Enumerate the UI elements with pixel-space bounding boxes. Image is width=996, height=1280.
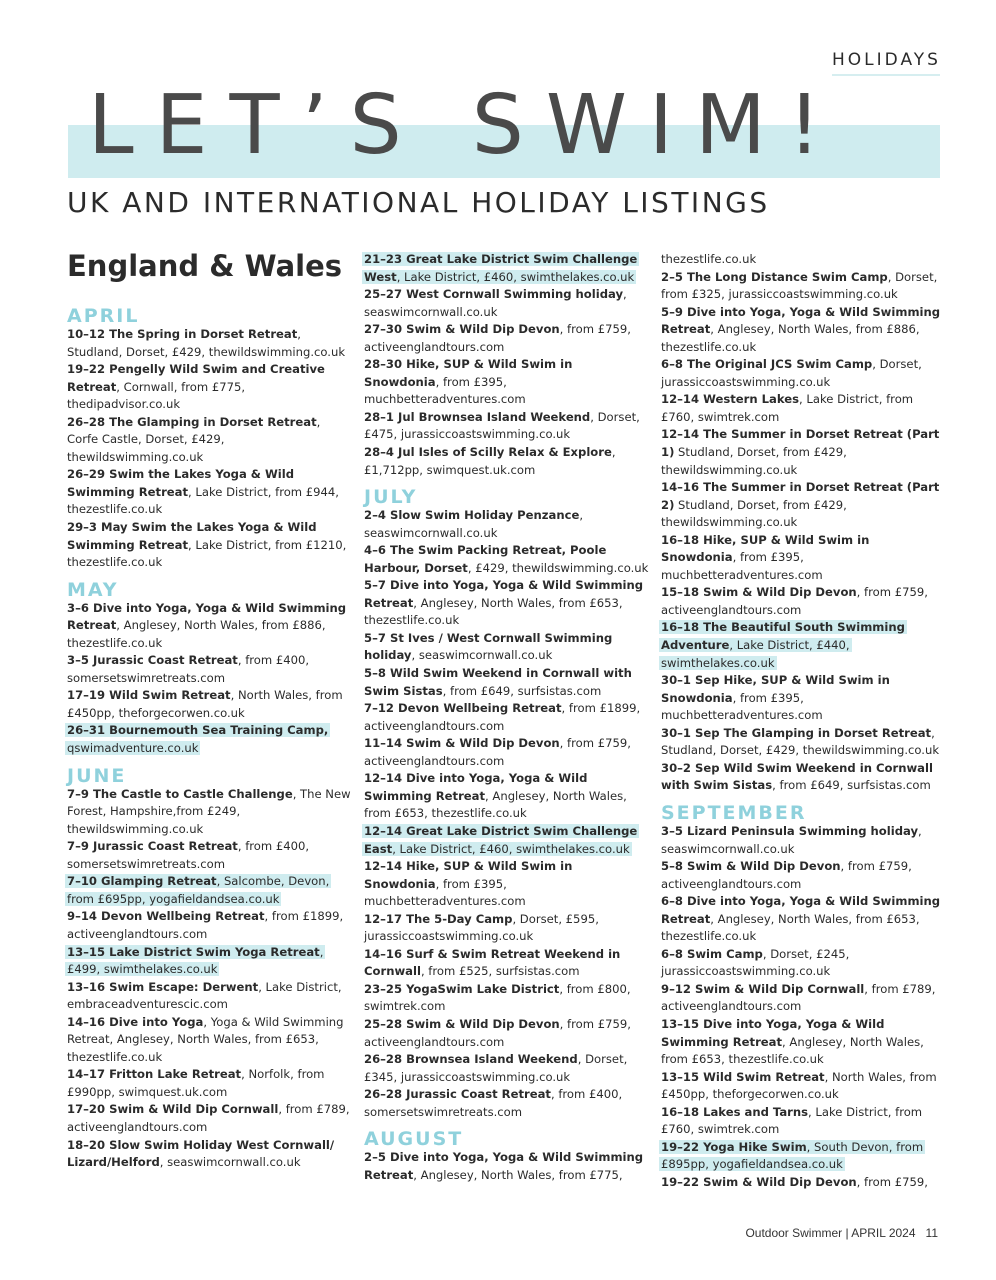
entries-august-continued [661, 251, 946, 795]
listing-details: , £1,712pp, swimquest.uk.com [364, 445, 616, 477]
listing-event-name: 30–1 Sep The Glamping in Dorset Retreat [661, 725, 932, 740]
listing-entry [364, 911, 649, 946]
listing-details: , seaswimcornwall.co.uk [661, 823, 922, 856]
listing-details: , Dorset, £245, jurassiccoastswimming.co.uk [661, 946, 850, 979]
listing-entry [67, 873, 352, 908]
listing-entry-text [364, 982, 631, 1014]
listing-event-name: 4–6 The Swim Packing Retreat, Poole Harbour, Dorset [364, 543, 607, 575]
listing-event-name: 6–8 Swim Camp [661, 946, 763, 961]
listing-details: , Salcombe, Devon, from £695pp, yogafieldandsea.co.uk [67, 874, 330, 906]
listing-entry [364, 577, 649, 630]
listing-details: , North Wales, from £450pp, theforgecorwen.co.uk [661, 1069, 937, 1102]
entries-september [661, 823, 946, 1191]
entries-july [364, 507, 649, 1121]
listing-entry [67, 838, 352, 873]
listing-event-name: 5–7 Dive into Yoga, Yoga & Wild Swimming Retreat [364, 578, 644, 610]
listing-details: , from £400, somersetswimretreats.com [67, 653, 310, 685]
listing-details: , The New Forest, Hampshire,from £249, thewildswimming.co.uk [67, 786, 351, 836]
listing-details: , Dorset, from £325, jurassiccoastswimming.co.uk [661, 269, 938, 302]
listing-event-name: 14–16 Surf & Swim Retreat Weekend in Cornwall [364, 946, 621, 979]
listing-entry [661, 356, 946, 391]
listing-details: Studland, Dorset, from £429, thewildswimming.co.uk [661, 445, 847, 477]
listing-details: , from £1899, activeenglandtours.com [364, 701, 641, 733]
listing-details: , £429, thewildswimming.co.uk [467, 560, 649, 575]
publication-info: Outdoor Swimmer | APRIL 2024 [745, 1226, 916, 1240]
listing-entry-text [65, 945, 325, 977]
listing-details: , Anglesey, North Wales, from £886, thezestlife.co.uk [67, 618, 326, 650]
listing-details: , Dorset, £345, jurassiccoastswimming.co.uk [364, 1052, 628, 1084]
listing-entry-text [661, 859, 912, 891]
region-heading: England & Wales [67, 249, 343, 283]
listing-event-name: 17–19 Wild Swim Retreat [67, 688, 231, 703]
listing-entry [364, 700, 649, 735]
listing-entry [364, 356, 649, 409]
listing-event-name: 26–28 Brownsea Island Weekend [364, 1052, 578, 1067]
listing-event-name: 3–5 Lizard Peninsula Swimming holiday [661, 823, 919, 838]
listing-entry [364, 735, 649, 770]
listing-entry-text [65, 874, 331, 906]
listing-column-2 [364, 251, 649, 1184]
listing-details: , seaswimcornwall.co.uk [364, 508, 583, 540]
listing-event-name: 2–5 The Long Distance Swim Camp [661, 269, 888, 284]
listing-details: , South Devon, from £895pp, yogafieldandsea.co.uk [661, 1139, 924, 1172]
listing-entry [67, 786, 352, 839]
entries-august [364, 1149, 649, 1184]
listing-entry [661, 1069, 946, 1104]
listing-entry [661, 823, 946, 858]
listing-event-name: 14–16 The Summer in Dorset Retreat (Part 2) [661, 480, 940, 512]
listing-entry-text [661, 252, 756, 266]
listing-entry-text [362, 824, 639, 856]
listing-entry-text [661, 761, 933, 793]
month-heading-september: SEPTEMBER [661, 801, 807, 824]
listing-event-name: 13–16 Swim Escape: Derwent [67, 979, 259, 994]
listing-entry-text [67, 688, 343, 720]
listing-details: , seaswimcornwall.co.uk [159, 1155, 301, 1170]
listing-entry [364, 1086, 649, 1121]
listing-event-name: 9–14 Devon Wellbeing Retreat [67, 909, 265, 924]
listing-entry [661, 672, 946, 725]
listing-entry-text [364, 1087, 622, 1119]
listing-event-name: 14–17 Fritton Lake Retreat [67, 1067, 242, 1082]
listing-entry [661, 1174, 946, 1192]
listing-entry [661, 304, 946, 357]
listing-entry-text [364, 736, 631, 768]
listing-entry-text [661, 982, 936, 1014]
listing-entry [364, 251, 649, 286]
listing-entry-text [661, 585, 928, 617]
listing-event-name: 16–18 Hike, SUP & Wild Swim in Snowdonia [661, 532, 870, 565]
listing-entry [661, 1104, 946, 1139]
listing-details: , from £759, activeenglandtours.com [364, 736, 631, 768]
listing-details: , from £649, surfsistas.com [442, 683, 602, 698]
listing-event-name: 13–15 Dive into Yoga, Yoga & Wild Swimming Retreat [661, 1016, 885, 1049]
listing-entry [661, 1016, 946, 1069]
listing-event-name: 26–28 The Glamping in Dorset Retreat [67, 414, 317, 429]
listing-event-name: 28–4 Jul Isles of Scilly Relax & Explore [364, 445, 612, 460]
listing-details: , seaswimcornwall.co.uk [411, 648, 553, 663]
month-heading-june: JUNE [67, 764, 127, 787]
listing-entry-text [661, 1017, 924, 1066]
listing-entry-text [364, 631, 612, 663]
listing-entry-text [67, 415, 320, 464]
listing-details: , from £800, swimtrek.com [364, 981, 631, 1014]
listing-event-name: 3–6 Dive into Yoga, Yoga & Wild Swimming Retreat [67, 600, 347, 633]
listing-event-name: 21–23 Great Lake District Swim Challenge West [364, 252, 638, 284]
listing-entry [661, 893, 946, 946]
listing-details: , Lake District, from £944, thezestlife.co.uk [67, 484, 339, 517]
listing-entry [661, 532, 946, 585]
listing-event-name: 29–3 May Swim the Lakes Yoga & Wild Swimming Retreat [67, 520, 317, 552]
listing-entry [67, 979, 352, 1014]
listing-details: , Norfolk, from £990pp, swimquest.uk.com [67, 1067, 325, 1099]
listing-entry [661, 391, 946, 426]
listing-event-name: 12–14 The Summer in Dorset Retreat (Part 1) [661, 427, 940, 460]
listing-event-name: 5–9 Dive into Yoga, Yoga & Wild Swimming Retreat [661, 304, 941, 337]
listing-entry-text [659, 620, 907, 669]
listing-details: , from £395, muchbetteradventures.com [661, 550, 823, 582]
listing-entry-text [362, 252, 639, 284]
listing-entry [67, 687, 352, 722]
listing-entry [67, 722, 352, 757]
listing-details: , Anglesey, North Wales, from £653, thezestlife.co.uk [364, 788, 627, 821]
listing-details: , Lake District, from £760, swimtrek.com [661, 392, 914, 424]
listing-entry [67, 908, 352, 943]
listing-entry-text [364, 947, 620, 979]
listing-entry [67, 1014, 352, 1067]
listing-entry [364, 321, 649, 356]
listing-event-name: 7–12 Devon Wellbeing Retreat [364, 701, 562, 716]
listing-entry-text [67, 653, 309, 685]
listing-entry [67, 1101, 352, 1136]
listing-entry-text [67, 1067, 324, 1099]
listing-event-name: 15–18 Swim & Wild Dip Devon [661, 585, 857, 600]
listing-entry [67, 1137, 352, 1172]
entries-june [67, 786, 352, 1172]
listing-details: , North Wales, from £450pp, theforgecorwen.co.uk [67, 688, 343, 720]
listing-details: , from £789, activeenglandtours.com [661, 981, 936, 1014]
listing-entry-text [661, 270, 937, 302]
listing-details: , from £395, muchbetteradventures.com [364, 876, 526, 909]
listing-entry-text [67, 601, 346, 650]
listing-entry-text [661, 1175, 928, 1189]
listing-entry-text [67, 520, 346, 569]
month-heading-may: MAY [67, 578, 119, 601]
listing-entry-text [67, 1102, 350, 1134]
listing-entry [661, 946, 946, 981]
listing-details: , Anglesey, North Wales, from £653, thezestlife.co.uk [661, 1034, 924, 1067]
listing-entry [67, 519, 352, 572]
listing-event-name: 17–20 Swim & Wild Dip Cornwall [67, 1102, 279, 1117]
listing-event-name: 12–17 The 5-Day Camp [364, 911, 513, 926]
listing-entry-text [364, 287, 627, 319]
listing-entry [661, 584, 946, 619]
listing-entry [364, 946, 649, 981]
page-subtitle: UK AND INTERNATIONAL HOLIDAY LISTINGS [67, 186, 770, 219]
listing-entry-text [661, 1105, 922, 1137]
listing-details: , from £759, activeenglandtours.com [661, 585, 928, 617]
listing-event-name: 2–5 Dive into Yoga, Yoga & Wild Swimming Retreat [364, 1150, 644, 1182]
listing-event-name: 2–4 Slow Swim Holiday Penzance [364, 508, 580, 523]
listing-entry [661, 479, 946, 532]
listing-entry-text [661, 726, 939, 758]
listing-entry-text [364, 701, 640, 733]
listing-event-name: 19–22 Swim & Wild Dip Devon [661, 1174, 857, 1189]
listing-entry-text [364, 578, 643, 627]
listing-details: , seaswimcornwall.co.uk [364, 287, 627, 319]
listing-entry [67, 944, 352, 979]
listing-details: , Cornwall, from £775, thedipadvisor.co.uk [67, 379, 246, 412]
month-heading-july: JULY [364, 486, 418, 509]
listing-details: , Anglesey, North Wales, from £653, thezestlife.co.uk [364, 595, 623, 628]
listing-entry [364, 542, 649, 577]
listing-entry-text [364, 543, 648, 575]
listing-details: , from £759, activeenglandtours.com [364, 1016, 631, 1049]
listing-entry [364, 507, 649, 542]
listing-details: , from £759, activeenglandtours.com [364, 322, 631, 354]
listing-event-name: 14–16 Dive into Yoga [67, 1014, 204, 1029]
listing-details: , Anglesey, North Wales, from £775, [413, 1167, 623, 1182]
listing-event-name: 7–9 Jurassic Coast Retreat [67, 839, 238, 854]
listing-entry-text [364, 357, 572, 406]
listing-entry [67, 652, 352, 687]
listing-details: , £499, swimthelakes.co.uk [67, 944, 324, 977]
listing-details: , from £400, somersetswimretreats.com [364, 1087, 623, 1119]
listing-details: , from £395, muchbetteradventures.com [661, 690, 823, 723]
listing-event-name: 19–22 Pengelly Wild Swim and Creative Retreat [67, 362, 325, 394]
listing-event-name: 5–7 St Ives / West Cornwall Swimming holiday [364, 630, 613, 663]
listing-entry-text [67, 362, 325, 411]
listing-details: qswimadventure.co.uk [67, 741, 199, 756]
listing-entry-text [364, 322, 631, 354]
listing-event-name: 19–22 Yoga Hike Swim [661, 1139, 807, 1154]
listing-entry-text [661, 947, 849, 979]
listing-entry [67, 466, 352, 519]
listing-details: , Anglesey, North Wales, from £886, thezestlife.co.uk [661, 322, 920, 354]
listing-entry [364, 1149, 649, 1184]
listing-entry [364, 858, 649, 911]
listing-event-name: 5–8 Swim & Wild Dip Devon [661, 859, 841, 874]
listing-entry-text [661, 673, 890, 722]
listing-entry-text [661, 427, 939, 476]
section-tag: HOLIDAYS [832, 50, 940, 76]
listing-details: , Dorset, jurassiccoastswimming.co.uk [661, 357, 922, 389]
listing-entry-text [67, 787, 351, 836]
listing-event-name: 12–14 Western Lakes [661, 392, 800, 407]
listing-entry-text [364, 1150, 643, 1182]
entries-may [67, 600, 352, 758]
listing-entry-text [661, 1070, 937, 1102]
listing-details: , Corfe Castle, Dorset, £429, thewildswimming.co.uk [67, 414, 321, 464]
listing-event-name: 30–1 Sep Hike, SUP & Wild Swim in Snowdonia [661, 673, 890, 705]
listing-entry-text [364, 859, 572, 908]
listing-details: , Lake District, £460, swimthelakes.co.uk [396, 269, 635, 284]
listing-entry [661, 760, 946, 795]
listing-event-name: 13–15 Lake District Swim Yoga Retreat [67, 944, 320, 959]
listing-event-name: 16–18 Lakes and Tarns [661, 1104, 809, 1119]
listing-entry-text [67, 1015, 344, 1064]
listing-entry-text [67, 909, 343, 941]
entries-april [67, 326, 352, 572]
listing-entry [661, 269, 946, 304]
listing-entry-text [364, 912, 599, 944]
listing-entry [661, 619, 946, 672]
listing-event-name: 12–14 Dive into Yoga, Yoga & Wild Swimming Retreat [364, 771, 588, 803]
listing-entry-text [364, 445, 616, 477]
listing-entry-text [364, 1052, 627, 1084]
listing-event-name: 23–25 YogaSwim Lake District [364, 981, 560, 996]
listing-column-1 [67, 249, 352, 1172]
listing-event-name: 7–9 The Castle to Castle Challenge [67, 786, 293, 801]
listing-entry [67, 414, 352, 467]
listing-event-name: 18–20 Slow Swim Holiday West Cornwall/ Lizard/Helford [67, 1137, 335, 1170]
listing-entry [364, 770, 649, 823]
listing-entry [67, 1066, 352, 1101]
listing-entry-text [67, 467, 339, 516]
listing-event-name: 26–29 Swim the Lakes Yoga & Wild Swimming Retreat [67, 467, 294, 499]
listing-entry-text [661, 305, 940, 354]
listing-entry [364, 630, 649, 665]
listing-event-name: 6–8 Dive into Yoga, Yoga & Wild Swimming Retreat [661, 894, 941, 926]
listing-entry-text [67, 1138, 334, 1170]
listing-entry [364, 823, 649, 858]
listing-entry [661, 858, 946, 893]
listing-entry-text [661, 824, 922, 856]
listing-details: , from £759, activeenglandtours.com [661, 859, 912, 891]
listing-entry [364, 409, 649, 444]
listing-entry-text [65, 723, 330, 755]
page-title: LET’S SWIM! [88, 78, 843, 173]
listing-event-name: 28–30 Hike, SUP & Wild Swim in Snowdonia [364, 357, 573, 389]
listing-details: , from £649, surfsistas.com [772, 778, 931, 793]
listing-details: , from £1899, activeenglandtours.com [67, 909, 344, 941]
listing-entry-text [67, 839, 309, 871]
listing-event-name: 30–2 Sep Wild Swim Weekend in Cornwall with Swim Sistas [661, 760, 933, 793]
listing-details: , Yoga & Wild Swimming Retreat, Anglesey, North Wales, from £653, thezestlife.co.uk [67, 1014, 344, 1064]
listing-entry-text [364, 508, 583, 540]
listing-entry-text [659, 1140, 925, 1172]
listing-entry-text [364, 1017, 631, 1049]
listing-details: thezestlife.co.uk [661, 252, 757, 266]
listing-event-name: 28–1 Jul Brownsea Island Weekend [364, 409, 591, 424]
listing-details: Studland, Dorset, from £429, thewildswimming.co.uk [661, 497, 847, 530]
listing-entry [67, 361, 352, 414]
page-number: 11 [925, 1226, 938, 1240]
listing-entry [67, 600, 352, 653]
listing-event-name: 25–27 West Cornwall Swimming holiday [364, 287, 624, 302]
listing-entry [364, 665, 649, 700]
listing-entry [661, 725, 946, 760]
listing-entry-text [364, 666, 632, 698]
listing-entry [364, 1051, 649, 1086]
listing-event-name: 9–12 Swim & Wild Dip Cornwall [661, 981, 865, 996]
listing-details: , Lake District, from £760, swimtrek.com [661, 1104, 923, 1137]
listing-entry-text [661, 357, 922, 389]
listing-event-name: 16–18 The Beautiful South Swimming Adventure [661, 620, 905, 653]
listing-entry-text [364, 410, 640, 442]
month-heading-august: AUGUST [364, 1128, 464, 1151]
listing-event-name: 6–8 The Original JCS Swim Camp [661, 357, 873, 372]
listing-details: , Dorset, £475, jurassiccoastswimming.co.uk [364, 409, 640, 442]
listing-details: , from £395, muchbetteradventures.com [364, 374, 526, 407]
listing-details: , Lake District, from £1210, thezestlife.co.uk [67, 537, 347, 570]
listing-column-3 [661, 251, 946, 1191]
listing-event-name: 26–31 Bournemouth Sea Training Camp, [67, 723, 329, 738]
listing-details: , from £789, activeenglandtours.com [67, 1102, 350, 1134]
listing-details: , Anglesey, North Wales, from £653, thezestlife.co.uk [661, 911, 920, 944]
listing-entry [364, 1016, 649, 1051]
listing-entry [661, 426, 946, 479]
listing-details: , from £525, surfsistas.com [420, 964, 580, 979]
listing-details: , Studland, Dorset, £429, thewildswimming.co.uk [67, 327, 346, 359]
listing-event-name: 26–28 Jurassic Coast Retreat [364, 1087, 551, 1102]
listing-event-name: 13–15 Wild Swim Retreat [661, 1069, 825, 1084]
listing-details: , Lake District, £440, swimthelakes.co.uk [661, 638, 850, 670]
listing-entry-text [661, 533, 869, 582]
listing-event-name: 5–8 Wild Swim Weekend in Cornwall with Swim Sistas [364, 666, 632, 698]
listing-details: , Dorset, £595, jurassiccoastswimming.co.uk [364, 911, 599, 944]
listing-entry [67, 326, 352, 361]
listing-event-name: 10–12 The Spring in Dorset Retreat [67, 327, 298, 341]
listing-details: , Lake District, embraceadventurescic.com [67, 979, 342, 1012]
listing-entry [661, 1139, 946, 1174]
listing-event-name: 12–14 Hike, SUP & Wild Swim in Snowdonia [364, 859, 573, 891]
listing-event-name: 12–14 Great Lake District Swim Challenge East [364, 823, 638, 856]
listing-entry-text [661, 480, 939, 529]
listing-event-name: 7–10 Glamping Retreat [67, 874, 217, 889]
listing-event-name: 25–28 Swim & Wild Dip Devon [364, 1016, 560, 1031]
listing-entry-text [364, 771, 627, 820]
listing-entry-text [661, 894, 940, 943]
listing-details: , from £400, somersetswimretreats.com [67, 839, 310, 871]
listing-entry-text [661, 392, 913, 424]
month-heading-april: APRIL [67, 305, 140, 327]
listing-entry [364, 981, 649, 1016]
listing-details: , Lake District, £460, swimthelakes.co.uk [392, 841, 630, 856]
listing-event-name: 3–5 Jurassic Coast Retreat [67, 653, 238, 668]
listing-entry [661, 981, 946, 1016]
listing-entry-text [67, 980, 342, 1012]
page-footer [745, 1226, 938, 1240]
entries-june-continued [364, 251, 649, 479]
listing-entry-text [67, 327, 345, 359]
listing-event-name: 27–30 Swim & Wild Dip Devon [364, 322, 560, 337]
listing-details: , from £759, [856, 1174, 928, 1189]
listing-entry [661, 251, 946, 269]
listing-details: , Studland, Dorset, £429, thewildswimming.co.uk [661, 725, 940, 758]
listing-event-name: 11–14 Swim & Wild Dip Devon [364, 736, 560, 751]
listing-entry [364, 286, 649, 321]
listing-entry [364, 444, 649, 479]
